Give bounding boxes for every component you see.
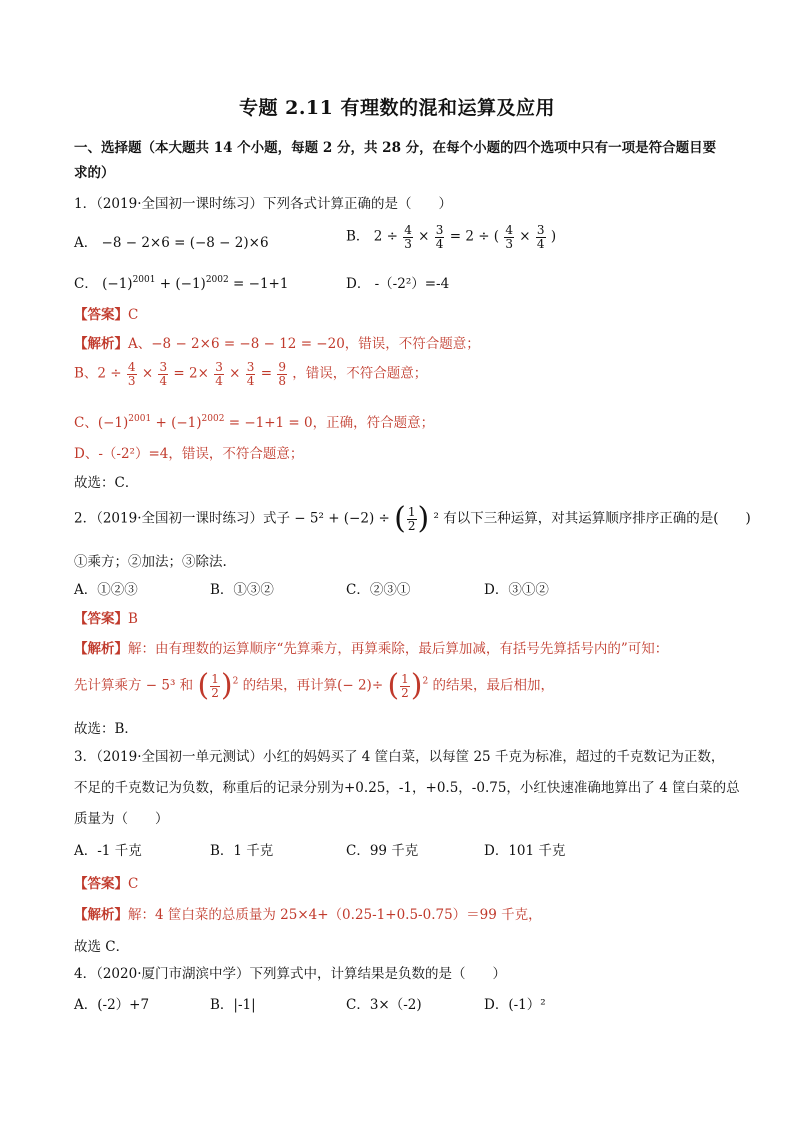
- option-label: D．: [346, 276, 371, 292]
- option-label: B．: [346, 228, 370, 245]
- section-heading-cont: 求的）: [74, 165, 115, 181]
- q1-choose: 故选：C．: [74, 475, 139, 491]
- q2-option-a: A．①②③: [74, 582, 138, 598]
- paren-left: (: [387, 668, 400, 703]
- q2-analysis-2: [74, 668, 555, 703]
- exponent: 2: [422, 676, 429, 687]
- q4-option-d: D．(-1）²: [484, 997, 546, 1013]
- q2-option-b: B．①③②: [210, 582, 274, 598]
- paren-right: ): [410, 668, 423, 703]
- q1-analysis-c: [74, 411, 434, 431]
- analysis-text: 的结果，再计算(− 2)÷: [242, 677, 384, 694]
- analysis-text: = −1+1 = 0，正确，符合题意；: [224, 415, 435, 431]
- analysis-label: 【解析】: [74, 907, 128, 923]
- q3-choose: 故选 C．: [74, 939, 130, 955]
- q3-answer: [74, 872, 138, 892]
- stem-text: ² 有以下三种运算，对其运算顺序排序正确的是( ): [433, 510, 751, 527]
- q1-option-a: [74, 231, 269, 251]
- exponent: 2002: [201, 414, 225, 424]
- analysis-text: 解：由有理数的运算顺序“先算乘方，再算乘除，最后算加减，有括号先算括号内的”可知：: [128, 641, 669, 657]
- answer-label: 【答案】: [74, 876, 128, 892]
- exponent: 2: [232, 676, 239, 687]
- answer-label: 【答案】: [74, 307, 128, 323]
- paren-left: (: [394, 501, 406, 536]
- paren-right: ): [417, 501, 430, 536]
- analysis-label: 【解析】: [74, 336, 128, 352]
- times-sign: ×: [519, 228, 531, 245]
- q3-option-d: D．101 千克: [484, 843, 566, 859]
- q4-option-c: C．3×（-2): [346, 997, 422, 1013]
- q3-stem-3: 质量为（ ）: [74, 811, 169, 827]
- fraction: $\frac{1}{2}$: [211, 671, 219, 700]
- q2-choose: 故选：B．: [74, 721, 138, 737]
- fraction: $\frac{1}{2}$: [401, 671, 409, 700]
- paren-right: ): [220, 668, 233, 703]
- fraction: $\frac{3}{4}$: [215, 360, 223, 388]
- expr-part: 2 ÷: [373, 228, 398, 245]
- analysis-text: A、−8 − 2×6 = −8 − 12 = −20，错误，不符合题意；: [128, 336, 480, 352]
- equals-sign: =: [260, 365, 273, 382]
- option-label: A．: [74, 235, 98, 251]
- exponent: 2002: [205, 275, 229, 285]
- times-sign: ×: [141, 365, 154, 382]
- fraction: $\frac{4}{3}$: [127, 360, 136, 388]
- expr-part: 2 ÷ (: [465, 228, 500, 245]
- expr-part: ): [550, 228, 557, 245]
- q1-answer: [74, 303, 138, 323]
- paren-left: (: [197, 668, 210, 703]
- q2-option-d: D．③①②: [484, 582, 549, 598]
- q3-option-c: C．99 千克: [346, 843, 419, 859]
- expr-part: = 2×: [173, 365, 209, 382]
- q1-option-d: [346, 272, 449, 292]
- times-sign: ×: [418, 228, 430, 245]
- expr-part: + (−1): [155, 276, 206, 292]
- answer-value: C: [128, 307, 139, 323]
- q3-stem-1: 3．（2019·全国初一单元测试）小红的妈妈买了 4 筐白菜，以每筐 25 千克为标准，超过的千克数记为正数，: [74, 749, 725, 765]
- q1-option-c: [74, 272, 288, 292]
- q3-option-b: B．1 千克: [210, 843, 274, 859]
- q4-stem: 4．（2020·厦门市湖滨中学）下列算式中，计算结果是负数的是（ ）: [74, 966, 506, 982]
- q1-analysis-d: D、-（-2²）=4，错误，不符合题意；: [74, 446, 304, 462]
- analysis-text: 解：4 筐白菜的总质量为 25×4+（0.25-1+0.5-0.75）＝99 千克，: [128, 907, 542, 923]
- q2-ops: ①乘方；②加法；③除法.: [74, 554, 227, 570]
- fraction: $\frac{1}{2}$: [407, 504, 416, 533]
- page-title: 专题 2.11 有理数的混和运算及应用: [238, 97, 555, 119]
- q3-stem-2: 不足的千克数记为负数，称重后的记录分别为+0.25，-1，+0.5，-0.75，小红快速准确地算出了 4 筐白菜的总: [74, 780, 740, 796]
- expr-part: = −1+1: [228, 276, 289, 292]
- fraction: $\frac{3}{4}$: [536, 223, 545, 251]
- fraction: $\frac{3}{4}$: [435, 223, 444, 251]
- option-expression: −8 − 2×6 = (−8 − 2)×6: [101, 235, 269, 251]
- fraction: $\frac{9}{8}$: [278, 360, 286, 388]
- analysis-text: 的结果，最后相加，: [432, 677, 555, 694]
- q1-option-b: [346, 224, 556, 250]
- analysis-label: 【解析】: [74, 641, 128, 657]
- stem-text: 2．（2019·全国初一课时练习）式子: [74, 510, 290, 527]
- q1-analysis-b: [74, 361, 427, 387]
- expr-part: C、(−1): [74, 415, 129, 431]
- answer-value: B: [128, 611, 138, 627]
- expr-part: + (−1): [151, 415, 202, 431]
- q2-analysis-1: [74, 637, 668, 657]
- fraction: $\frac{3}{4}$: [246, 360, 255, 388]
- q3-option-a: A．-1 千克: [74, 843, 142, 859]
- q2-stem: [74, 501, 751, 536]
- option-label: C．: [74, 276, 98, 292]
- fraction: $\frac{4}{3}$: [404, 223, 412, 251]
- expr-part: (−1): [102, 276, 133, 292]
- q4-option-a: A．(-2）+7: [74, 997, 150, 1013]
- expr-part: B、2 ÷: [74, 365, 122, 382]
- section-heading: 一、选择题（本大题共 14 个小题，每题 2 分，共 28 分，在每个小题的四个选项中只有一项是符合题目要: [74, 140, 717, 156]
- q2-answer: [74, 607, 138, 627]
- option-expression: -（-2²）=-4: [374, 276, 450, 292]
- q4-option-b: B．|-1|: [210, 997, 256, 1013]
- q1-stem: 1．（2019·全国初一课时练习）下列各式计算正确的是（ ）: [74, 196, 452, 212]
- q3-analysis: [74, 903, 542, 923]
- q2-option-c: C．②③①: [346, 582, 411, 598]
- exponent: 2001: [128, 414, 152, 424]
- analysis-text: ，错误，不符合题意；: [292, 365, 428, 382]
- exponent: 2001: [132, 275, 156, 285]
- expr-part: − 5² + (−2) ÷: [294, 510, 390, 527]
- q1-analysis-a: [74, 332, 480, 352]
- fraction: $\frac{3}{4}$: [159, 360, 168, 388]
- fraction: $\frac{4}{3}$: [505, 223, 513, 251]
- answer-label: 【答案】: [74, 611, 128, 627]
- equals-sign: =: [449, 228, 462, 245]
- times-sign: ×: [229, 365, 241, 382]
- analysis-text: 先计算乘方 − 5³ 和: [74, 677, 194, 694]
- answer-value: C: [128, 876, 139, 892]
